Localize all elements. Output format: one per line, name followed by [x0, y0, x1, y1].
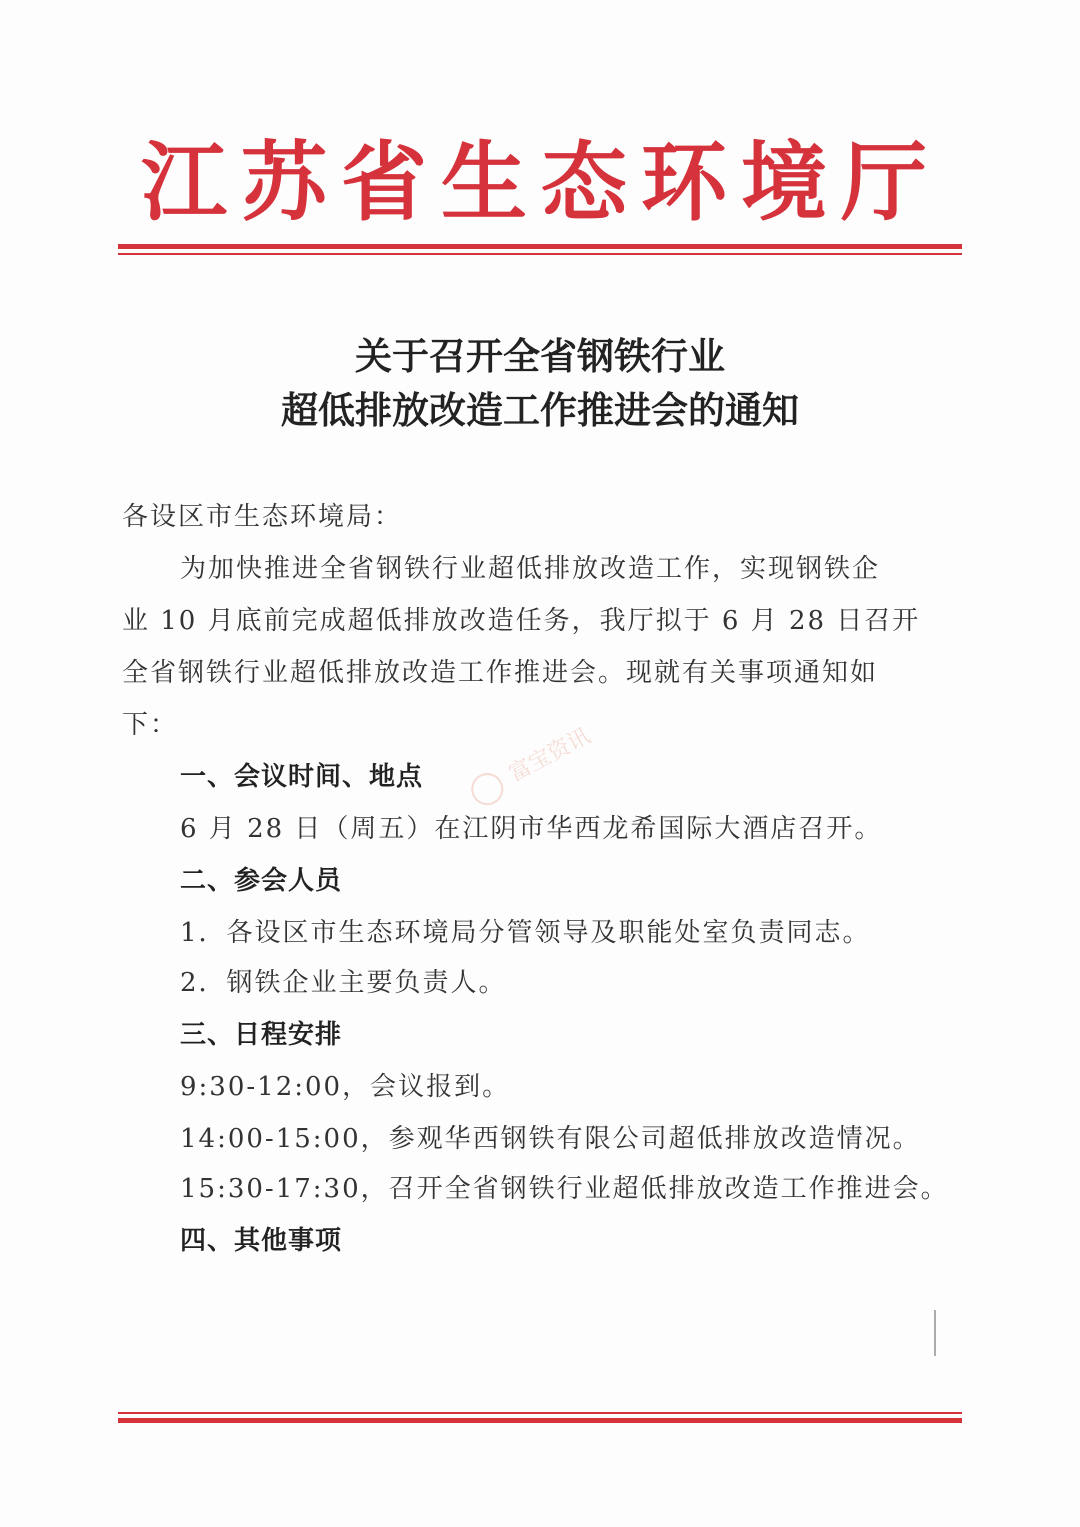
section-1-text: 6 月 28 日（周五）在江阴市华西龙希国际大酒店召开。: [180, 814, 883, 844]
divider-thin-line: [118, 253, 962, 255]
watermark-text: 富宝资讯: [505, 723, 595, 788]
agency-letterhead: 江苏省生态环境厅: [141, 132, 941, 233]
watermark-logo-icon: [466, 767, 509, 810]
document-title-line-1: 关于召开全省钢铁行业: [355, 334, 725, 378]
intro-line-3: 全省钢铁行业超低排放改造工作推进会。现就有关事项通知如: [122, 658, 879, 688]
document-title-line-2: 超低排放改造工作推进会的通知: [281, 388, 799, 432]
section-4-heading: 四、其他事项: [180, 1226, 343, 1256]
section-3-heading: 三、日程安排: [180, 1020, 343, 1050]
schedule-item-3: 15:30-17:30，召开全省钢铁行业超低排放改造工作推进会。: [180, 1174, 949, 1204]
footer-thin-line: [118, 1412, 962, 1414]
intro-line-4: 下：: [122, 710, 179, 740]
schedule-item-2: 14:00-15:00，参观华西钢铁有限公司超低排放改造情况。: [180, 1124, 921, 1154]
intro-line-1: 为加快推进全省钢铁行业超低排放改造工作，实现钢铁企: [180, 554, 881, 584]
footer-divider: [118, 1412, 962, 1423]
divider-thick-line: [118, 244, 962, 249]
section-2-item-2: 2．钢铁企业主要负责人。: [180, 968, 507, 998]
section-2-heading: 二、参会人员: [180, 866, 343, 896]
footer-thick-line: [118, 1418, 962, 1423]
schedule-item-1: 9:30-12:00，会议报到。: [180, 1072, 511, 1102]
section-1-heading: 一、会议时间、地点: [180, 762, 424, 792]
letterhead-divider: [118, 244, 962, 255]
salutation: 各设区市生态环境局：: [122, 502, 403, 532]
section-2-item-1: 1．各设区市生态环境局分管领导及职能处室负责同志。: [180, 918, 871, 948]
scan-edge-mark: [934, 1310, 936, 1356]
intro-line-2: 业 10 月底前完成超低排放改造任务，我厅拟于 6 月 28 日召开: [122, 606, 921, 636]
